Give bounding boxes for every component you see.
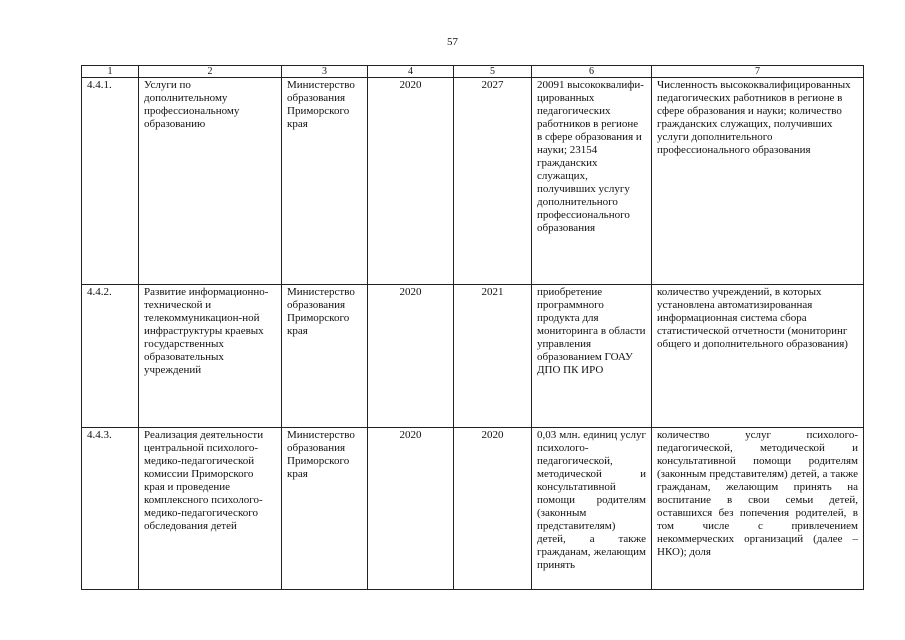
page-number: 57 bbox=[447, 36, 458, 48]
expected-result: 20091 высококвалифи-цированных педагогических работников в регионе в сфере образования и науки; 23154 гражданских служащих, получивших услугу дополнительного профессионального образования bbox=[532, 78, 652, 285]
activity-name: Реализация деятельности центральной психолого-медико-педагогической комиссии Приморского края и проведение комплексного психолого-медико-педагогического обследования детей bbox=[139, 428, 282, 590]
expected-result: 0,03 млн. единиц услуг психолого-педагогической, методической и консультативной помощи родителям (законным представителям) детей, а также гражданам, желающим принять bbox=[532, 428, 652, 590]
row-number: 4.4.2. bbox=[82, 285, 139, 428]
header-col-3: 3 bbox=[282, 66, 368, 78]
end-year: 2027 bbox=[454, 78, 532, 285]
executor: Министерство образования Приморского края bbox=[282, 428, 368, 590]
start-year: 2020 bbox=[368, 428, 454, 590]
header-col-6: 6 bbox=[532, 66, 652, 78]
executor: Министерство образования Приморского края bbox=[282, 78, 368, 285]
end-year: 2020 bbox=[454, 428, 532, 590]
program-table bbox=[81, 65, 864, 590]
table-row bbox=[82, 78, 864, 285]
end-year: 2021 bbox=[454, 285, 532, 428]
start-year: 2020 bbox=[368, 285, 454, 428]
header-row bbox=[82, 66, 864, 78]
header-col-4: 4 bbox=[368, 66, 454, 78]
activity-name: Услуги по дополнительному профессиональному образованию bbox=[139, 78, 282, 285]
header-col-5: 5 bbox=[454, 66, 532, 78]
activity-name: Развитие информационно-технической и телекоммуникацион-ной инфраструктуры краевых государственных образовательных учреждений bbox=[139, 285, 282, 428]
indicator: Численность высококвалифицированных педагогических работников в регионе в сфере образования и науки; количество гражданских служащих, получивших услуги дополнительного профессионального образования bbox=[652, 78, 864, 285]
start-year: 2020 bbox=[368, 78, 454, 285]
header-col-7: 7 bbox=[652, 66, 864, 78]
row-number: 4.4.3. bbox=[82, 428, 139, 590]
indicator: количество услуг психолого-педагогической, методической и консультативной помощи родителям (законным представителям) детей, а также гражданам, желающим принять на воспитание в свои семьи детей, оставшихся без попечения родителей, в том числе с привлечением некоммерческих организаций (далее – НКО); доля bbox=[652, 428, 864, 590]
header-col-2: 2 bbox=[139, 66, 282, 78]
table-row bbox=[82, 285, 864, 428]
table-row bbox=[82, 428, 864, 590]
header-col-1: 1 bbox=[82, 66, 139, 78]
row-number: 4.4.1. bbox=[82, 78, 139, 285]
executor: Министерство образования Приморского края bbox=[282, 285, 368, 428]
expected-result: приобретение программного продукта для мониторинга в области управления образованием ГОАУ ДПО ПК ИРО bbox=[532, 285, 652, 428]
indicator: количество учреждений, в которых установлена автоматизированная информационная система сбора статистической отчетности (мониторинг общего и дополнительного образования) bbox=[652, 285, 864, 428]
